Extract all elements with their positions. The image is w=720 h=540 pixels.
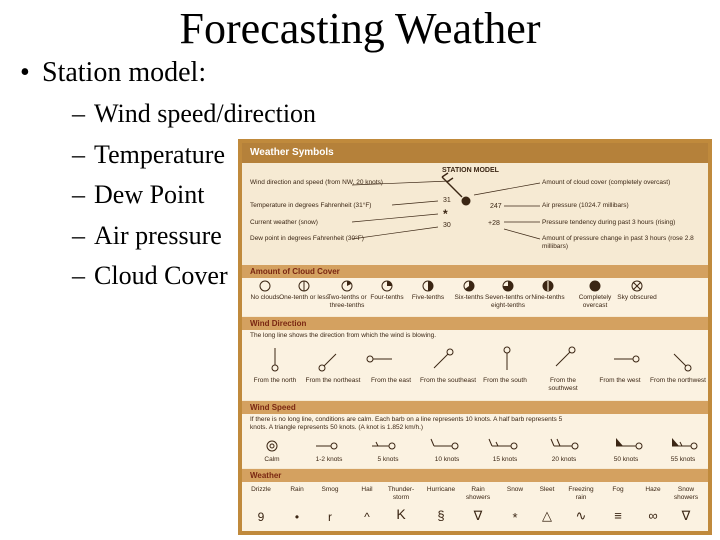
weather-label: Snow xyxy=(506,486,524,493)
wind-speed-label: 1-2 knots xyxy=(315,456,343,463)
cloud-label: Two-tenths or three-tenths xyxy=(327,294,367,309)
wind-speed-note: If there is no long line, conditions are calm. Each barb on a line represents 10 knots. A half barb represents 5 knots. A triangle represents 50 knots. (A knot is 1.852 km/h.) xyxy=(250,416,563,431)
weather-label: Smog xyxy=(321,486,339,493)
smog-icon: r xyxy=(328,510,332,524)
weather-heading: Weather xyxy=(242,469,708,482)
weather-label: Rain showers xyxy=(465,486,491,501)
cloud-label: Six-tenths xyxy=(454,294,484,301)
wind-direction-icons xyxy=(242,342,708,376)
slide-title: Forecasting Weather xyxy=(179,4,541,53)
wind-direction-heading: Wind Direction xyxy=(242,317,708,330)
sub-bullet: – Air pressure xyxy=(72,220,222,250)
wind-speed-label: 10 knots xyxy=(434,456,460,463)
station-model-heading: STATION MODEL xyxy=(442,167,499,174)
weather-symbols-panel xyxy=(238,139,712,535)
cloud-cover-heading: Amount of Cloud Cover xyxy=(242,265,708,278)
main-bullet: • Station model: xyxy=(20,57,207,88)
wind-direction-note: The long line shows the direction from which the wind is blowing. xyxy=(250,332,437,339)
wind-speed-label: 55 knots xyxy=(670,456,696,463)
sleet-icon: △ xyxy=(542,508,552,523)
wind-speed-label: 50 knots xyxy=(613,456,639,463)
label-air-pressure: Air pressure (1024.7 millibars) xyxy=(542,202,629,209)
hurricane-icon: § xyxy=(437,508,445,523)
label-temperature: Temperature in degrees Fahrenheit (31°F) xyxy=(250,202,372,209)
wind-direction-label: From the west xyxy=(599,377,641,384)
wind-speed-label: 15 knots xyxy=(492,456,518,463)
cloud-label: No clouds xyxy=(250,294,280,301)
snow-showers-icon: ∇ xyxy=(681,508,691,523)
weather-label: Hail xyxy=(361,486,373,493)
label-current-weather: Current weather (snow) xyxy=(250,219,318,226)
station-model-diagram xyxy=(242,143,708,263)
weather-label: Fog xyxy=(612,486,624,493)
cloud-label: Seven-tenths or eight-tenths xyxy=(485,294,531,309)
thunderstorm-icon: K xyxy=(396,506,406,522)
rain-icon: • xyxy=(294,510,300,524)
main-bullet-text: Station model: xyxy=(42,57,207,88)
label-pressure-tendency: Pressure tendency during past 3 hours (rising) xyxy=(542,219,676,226)
sub-bullet: – Dew Point xyxy=(72,180,205,209)
wind-speed-label: 20 knots xyxy=(551,456,577,463)
haze-icon: ∞ xyxy=(648,508,658,523)
wind-direction-label: From the east xyxy=(370,377,412,384)
fog-icon: ≡ xyxy=(614,508,622,523)
wind-direction-label: From the northeast xyxy=(305,377,361,384)
weather-label: Rain xyxy=(290,486,304,493)
wind-speed-heading: Wind Speed xyxy=(242,401,708,414)
wind-speed-label: 5 knots xyxy=(377,456,399,463)
weather-label: Drizzle xyxy=(251,486,271,493)
cloud-cover-section xyxy=(242,278,708,316)
wind-direction-section xyxy=(242,330,708,400)
wind-direction-label: From the southwest xyxy=(548,377,578,392)
weather-label: Haze xyxy=(645,486,661,493)
cloud-label: Nine-tenths xyxy=(531,294,565,301)
wind-speed-section xyxy=(242,414,708,468)
snow-icon: * xyxy=(443,207,448,221)
change-value: +28 xyxy=(488,220,500,227)
dew-value: 30 xyxy=(443,222,451,229)
label-dew-point: Dew point in degrees Fahrenheit (30°F) xyxy=(250,235,364,242)
cloud-label: One-tenth or less xyxy=(279,294,329,301)
sub-bullet: – Wind speed/direction xyxy=(72,99,317,128)
wind-direction-label: From the northwest xyxy=(650,377,706,384)
sub-bullet: – Temperature xyxy=(72,139,225,169)
pressure-value: 247 xyxy=(490,203,502,210)
cloud-cover-icons xyxy=(242,278,708,294)
weather-label: Hurricane xyxy=(426,486,456,493)
label-cloud-cover: Amount of cloud cover (completely overcast) xyxy=(542,179,671,186)
wind-direction-label: From the south xyxy=(483,377,527,384)
freezing-rain-icon: ∿ xyxy=(575,508,587,523)
cloud-label: Four-tenths xyxy=(370,294,404,301)
wind-speed-label: Calm xyxy=(264,456,280,463)
wind-direction-label: From the north xyxy=(253,377,297,384)
weather-label: Snow showers xyxy=(673,486,699,501)
sub-bullet: – Cloud Cover xyxy=(72,261,228,290)
cloud-label: Sky obscured xyxy=(617,294,657,301)
label-wind: Wind direction and speed (from NW, 20 knots) xyxy=(250,179,383,186)
weather-section xyxy=(242,482,708,531)
weather-label: Sleet xyxy=(539,486,555,493)
weather-label: Thunder-storm xyxy=(387,486,415,501)
cloud-label: Five-tenths xyxy=(411,294,445,301)
wind-speed-icons xyxy=(242,436,708,454)
wind-direction-label: From the southeast xyxy=(420,377,476,384)
rain-showers-icon: ∇ xyxy=(473,508,483,523)
drizzle-icon: 9 xyxy=(257,510,265,524)
panel-title: Weather Symbols xyxy=(242,143,708,163)
weather-label: Freezing rain xyxy=(568,486,594,501)
temp-value: 31 xyxy=(443,197,451,204)
label-pressure-change: Amount of pressure change in past 3 hours (rose 2.8 millibars) xyxy=(542,235,694,250)
hail-icon: ^ xyxy=(364,510,370,524)
cloud-label: Completely overcast xyxy=(578,294,612,309)
snow-weather-icon: * xyxy=(512,510,518,525)
